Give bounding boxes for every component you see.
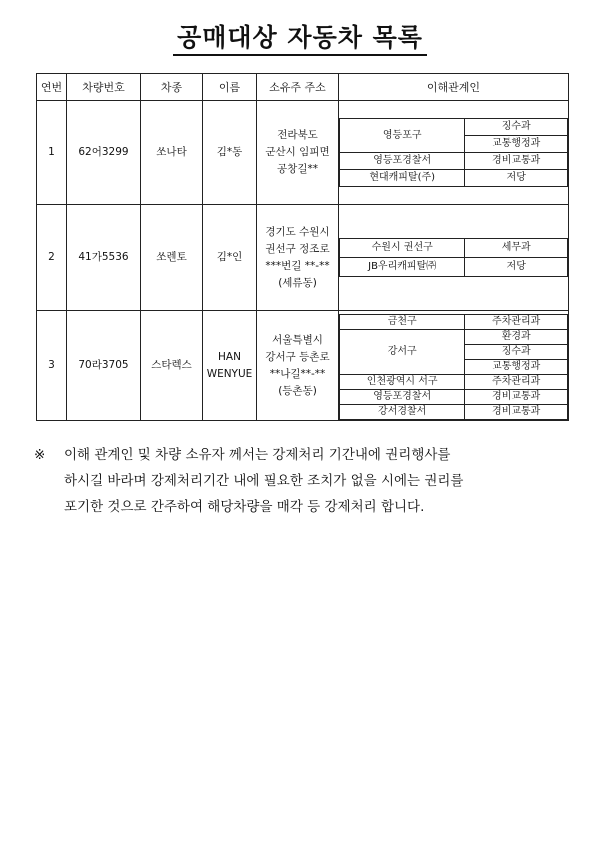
party-agency: 강서경찰서 [340,405,465,420]
party-agency: 금천구 [340,315,465,330]
row-name [203,311,257,421]
owner-name-line: WENYUE [206,367,253,380]
notice-line: 포기한 것으로 간주하여 해당차량을 매각 등 강제처리 합니다. [64,499,425,515]
row-no: 3 [37,311,67,421]
party-agency: 강서구 [340,330,465,375]
table-row [37,311,569,421]
address-line: ***번길 **-** [265,259,330,272]
party-agency: JB우리캐피탈㈜ [340,258,465,277]
party-agency: 영등포경찰서 [340,390,465,405]
party-row [340,258,568,277]
header-interested-parties: 이해관계인 [339,74,569,101]
row-plate: 41가5536 [67,205,141,311]
header-plate: 차량번호 [67,74,141,101]
party-row [340,390,568,405]
party-row [340,153,568,170]
party-agency: 현대캐피탈(주) [340,170,465,187]
row-model: 쏘나타 [141,101,203,205]
notice-line: 하시길 바라며 강제처리기간 내에 필요한 조치가 없을 시에는 권리를 [64,473,464,489]
party-agency: 인천광역시 서구 [340,375,465,390]
row-plate: 62어3299 [67,101,141,205]
interested-parties-table [339,238,568,277]
party-row [340,239,568,258]
address-line: 권선구 정조로 [265,242,330,255]
header-model: 차종 [141,74,203,101]
address-line: 공창길** [277,163,318,175]
row-plate: 70라3705 [67,311,141,421]
party-role: 세무과 [465,239,568,258]
address-line: 서울특별시 [272,333,323,346]
party-row [340,330,568,345]
address-line: 강서구 등촌로 [265,350,330,363]
row-interested-parties [339,205,569,311]
party-role: 교통행정과 [465,360,568,375]
row-name: 김*인 [203,205,257,311]
party-agency: 수원시 권선구 [340,239,465,258]
party-role: 환경과 [465,330,568,345]
address-line: **나길**-** [269,367,326,380]
row-address [257,311,339,421]
table-header-row [37,74,569,101]
row-interested-parties [339,311,569,421]
owner-name-line: HAN [218,350,241,363]
address-line: 경기도 수원시 [265,225,330,238]
notice-line: 이해 관계인 및 차량 소유자 께서는 강제처리 기간내에 권리행사를 [64,447,451,463]
row-interested-parties [339,101,569,205]
address-line: (등촌동) [278,384,317,397]
party-row [340,315,568,330]
party-role: 경비교통과 [465,390,568,405]
party-role: 주차관리과 [465,375,568,390]
party-role: 징수과 [465,345,568,360]
row-model: 쏘렌토 [141,205,203,311]
row-no: 1 [37,101,67,205]
party-role: 주차관리과 [465,315,568,330]
address-line: 전라북도 [277,129,318,141]
header-no: 연번 [37,74,67,101]
address-line: 군산시 임피면 [265,146,330,158]
table-row [37,205,569,311]
party-role: 교통행정과 [465,136,568,153]
party-role: 경비교통과 [465,153,568,170]
interested-parties-table [339,118,568,187]
party-agency: 영등포경찰서 [340,153,465,170]
row-address [257,101,339,205]
party-role: 저당 [465,258,568,277]
party-role: 경비교통과 [465,405,568,420]
party-row [340,119,568,136]
table-row [37,101,569,205]
header-name: 이름 [203,74,257,101]
header-address: 소유주 주소 [257,74,339,101]
interested-parties-table [339,314,568,420]
party-row [340,375,568,390]
row-name: 김*동 [203,101,257,205]
row-address [257,205,339,311]
reference-mark-icon: ※ [34,447,46,463]
row-no: 2 [37,205,67,311]
party-row [340,405,568,420]
party-role: 징수과 [465,119,568,136]
party-row [340,170,568,187]
notice-text [34,442,574,520]
document-title: 공매대상 자동차 목록 [0,18,600,54]
vehicle-table [36,73,569,421]
row-model: 스타렉스 [141,311,203,421]
address-line: (세류동) [278,276,317,289]
party-role: 저당 [465,170,568,187]
party-agency: 영등포구 [340,119,465,153]
